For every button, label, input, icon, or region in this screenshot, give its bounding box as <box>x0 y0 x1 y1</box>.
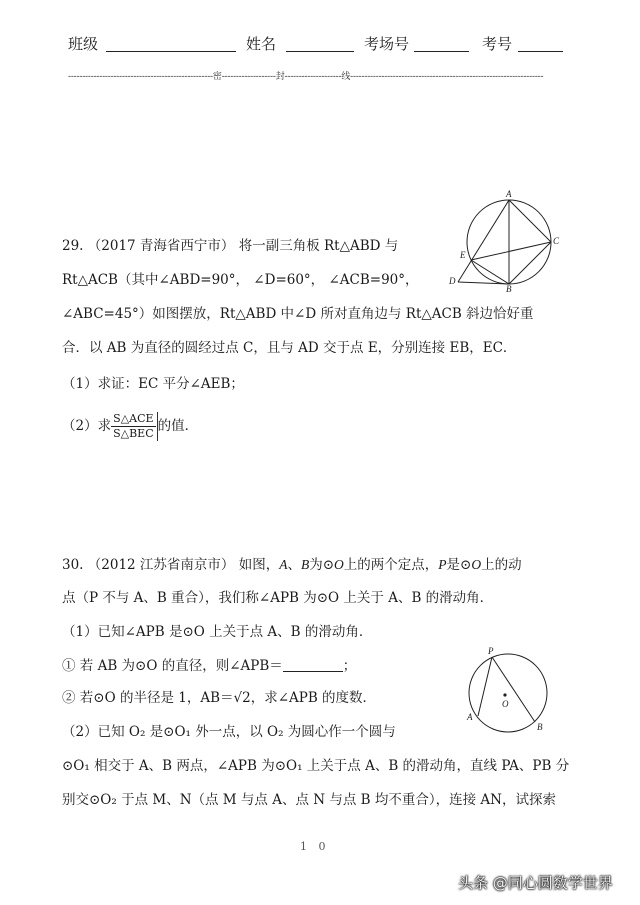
q30-sub1: ① 若 AB 为⊙O 的直径，则∠APB＝ ； <box>62 658 357 674</box>
label-D: D <box>449 276 456 286</box>
q29-figure <box>448 188 560 292</box>
q30-line1: 30. （2012 江苏省南京市） 如图，A、B为⊙O上的两个定点，P是⊙O上的动 <box>62 557 522 573</box>
q30-figure <box>458 644 558 740</box>
q30-part2-line1: （2）已知 O₂ 是⊙O₁ 外一点，以 O₂ 为圆心作一个圆与 <box>62 724 396 740</box>
label-P: P <box>488 646 494 656</box>
name-label: 姓名 <box>246 35 277 53</box>
area-ratio-fraction: $\frac{\text{S△ACE}}{\text{S△BEC}}$ <box>113 412 154 440</box>
q29-line2: Rt△ACB（其中∠ABD=90°， ∠D=60°， ∠ACB=90°， <box>62 272 419 288</box>
q30-part2-line3: 别交⊙O₂ 于点 M、N（点 M 与点 A、点 N 与点 B 均不重合），连接 AN，试探索 <box>62 792 556 808</box>
q29-part1: （1）求证：EC 平分∠AEB； <box>62 376 244 392</box>
room-label: 考场号 <box>364 35 410 53</box>
room-blank[interactable] <box>414 35 469 52</box>
page-number: 1 0 <box>300 840 330 853</box>
q30-part1: （1）已知∠APB 是⊙O 上关于点 A、B 的滑动角． <box>62 624 373 640</box>
label-B: B <box>537 722 543 732</box>
label-B: B <box>506 284 512 292</box>
answer-blank[interactable] <box>283 657 343 672</box>
number-label: 考号 <box>482 35 513 53</box>
q30-line2: 点（P 不与 A、B 重合），我们称∠APB 为⊙O 上关于 A、B 的滑动角． <box>62 590 494 606</box>
q29-line4: 合．以 AB 为直径的圆经过点 C，且与 AD 交于点 E，分别连接 EB，EC． <box>62 340 517 356</box>
class-blank[interactable] <box>106 35 236 52</box>
cut-line: ---------------------------------------------------密-------------------封--------------------线-------------------------------------------------------------------- <box>68 72 544 82</box>
q29-line1: 29. （2017 青海省西宁市） 将一副三角板 Rt△ABD 与 <box>62 238 399 254</box>
class-label: 班级 <box>68 35 99 53</box>
label-A: A <box>467 712 473 722</box>
name-blank[interactable] <box>286 35 354 52</box>
label-E: E <box>460 250 466 260</box>
watermark: 头条 @同心圆数学世界 <box>458 874 613 892</box>
label-A: A <box>506 189 512 199</box>
q30-part2-line2: ⊙O₁ 相交于 A、B 两点，∠APB 为⊙O₁ 上关于点 A、B 的滑动角，直线 PA、PB 分 <box>62 758 570 774</box>
q29-line3: ∠ABC=45°）如图摆放，Rt△ABD 中∠D 所对直角边与 Rt△ACB 斜边恰好重 <box>62 306 534 322</box>
label-O: O <box>502 699 509 709</box>
number-blank[interactable] <box>518 35 563 52</box>
label-C: C <box>553 236 560 246</box>
q30-sub2: ② 若⊙O 的半径是 1，AB＝√2，求∠APB 的度数． <box>62 690 377 706</box>
q29-part2: （2）求 $\frac{\text{S△ACE}}{\text{S△BEC}}$ 的值． <box>62 412 199 440</box>
